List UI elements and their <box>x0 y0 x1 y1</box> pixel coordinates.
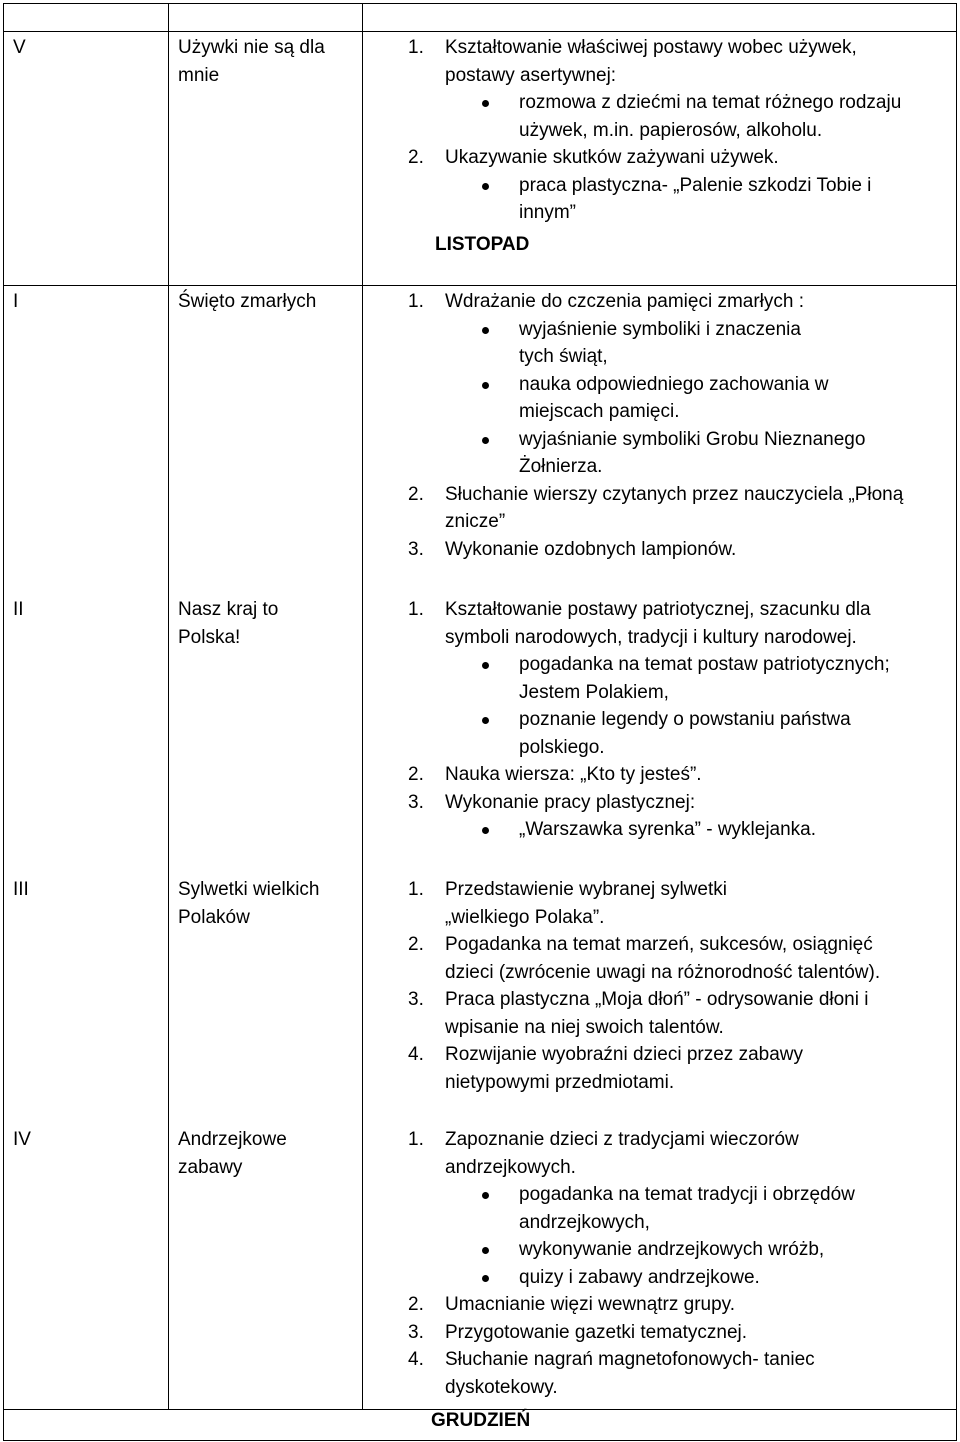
list-item-text: pogadanka na temat tradycji i obrzędów <box>519 1184 855 1205</box>
list-marker: 1. <box>408 291 424 312</box>
topic-line: Nasz kraj to <box>178 599 279 620</box>
row-number: II <box>13 599 24 620</box>
row-number: IV <box>13 1129 31 1150</box>
list-item-text: Pogadanka na temat marzeń, sukcesów, osiągnięć <box>445 934 873 955</box>
topic-line: mnie <box>178 64 220 86</box>
list-item-text: Wdrażanie do czczenia pamięci zmarłych : <box>445 291 805 312</box>
table-border-top <box>3 3 957 4</box>
list-item-text: Przedstawienie wybranej sylwetki <box>445 879 727 900</box>
bullet-icon <box>482 662 489 669</box>
list-item-text: miejscach pamięci. <box>519 401 680 422</box>
list-item-text: Żołnierza. <box>519 456 603 477</box>
list-item-text: andrzejkowych, <box>519 1211 650 1233</box>
column-divider-1 <box>168 3 169 1409</box>
list-marker: 2. <box>408 483 424 505</box>
list-item-text: wyjaśnianie symboliki Grobu Nieznanego <box>519 428 866 450</box>
topic-line: Polska! <box>178 626 241 648</box>
list-marker: 3. <box>408 791 424 813</box>
list-item-text: poznanie legendy o powstaniu państwa <box>519 709 851 730</box>
row-divider-listopad <box>3 285 957 286</box>
table-border-right <box>956 3 957 1441</box>
row-divider-top <box>3 31 957 32</box>
bullet-icon <box>482 1275 489 1282</box>
list-item-text: Praca plastyczna „Moja dłoń” - odrysowanie dłoni i <box>445 989 869 1010</box>
list-marker: 3. <box>408 989 424 1010</box>
list-item-text: Umacnianie więzi wewnątrz grupy. <box>445 1294 736 1315</box>
bullet-icon <box>482 382 489 389</box>
bullet-icon <box>482 183 489 190</box>
row-number: I <box>13 291 19 312</box>
list-item-text: dyskotekowy. <box>445 1376 558 1398</box>
list-marker: 4. <box>408 1044 424 1065</box>
list-item-text: wykonywanie andrzejkowych wróżb, <box>519 1239 825 1260</box>
topic-line: Sylwetki wielkich <box>178 879 320 900</box>
list-item-text: nauka odpowiedniego zachowania w <box>519 373 829 395</box>
topic-line: Święto zmarłych <box>178 291 317 312</box>
list-item-text: znicze” <box>445 511 506 532</box>
month-heading: GRUDZIEŃ <box>431 1410 531 1431</box>
list-marker: 2. <box>408 934 424 955</box>
list-marker: 2. <box>408 1294 424 1315</box>
list-item-text: Ukazywanie skutków zażywani używek. <box>445 147 779 168</box>
row-number: III <box>13 879 29 900</box>
month-heading: LISTOPAD <box>435 234 530 255</box>
list-item-text: postawy asertywnej: <box>445 64 617 86</box>
list-item-text: Kształtowanie właściwej postawy wobec używek, <box>445 37 857 58</box>
list-item-text: polskiego. <box>519 736 605 758</box>
list-item-text: pogadanka na temat postaw patriotycznych; <box>519 654 890 675</box>
list-marker: 2. <box>408 147 424 168</box>
list-marker: 4. <box>408 1349 424 1370</box>
topic-line: Używki nie są dla <box>178 37 325 58</box>
list-item-text: praca plastyczna- „Palenie szkodzi Tobie i <box>519 174 872 196</box>
row-number: V <box>13 37 26 58</box>
list-item-text: „Warszawka syrenka” - wyklejanka. <box>519 819 817 840</box>
table-border-bottom <box>3 1440 957 1441</box>
list-item-text: nietypowymi przedmiotami. <box>445 1071 675 1093</box>
topic-line: zabawy <box>178 1156 243 1178</box>
list-item-text: Jestem Polakiem, <box>519 681 669 703</box>
list-item-text: Zapoznanie dzieci z tradycjami wieczorów <box>445 1129 799 1150</box>
list-item-text: Wykonanie pracy plastycznej: <box>445 791 696 813</box>
list-item-text: Słuchanie wierszy czytanych przez nauczyciela „Płoną <box>445 483 904 505</box>
list-item-text: rozmowa z dziećmi na temat różnego rodzaju <box>519 92 902 113</box>
list-marker: 1. <box>408 37 424 58</box>
table-border-left <box>3 3 4 1441</box>
bullet-icon <box>482 1247 489 1254</box>
column-divider-2 <box>362 3 363 1409</box>
list-item-text: Nauka wiersza: „Kto ty jesteś”. <box>445 764 702 785</box>
topic-line: Andrzejkowe <box>178 1129 287 1150</box>
list-item-text: andrzejkowych. <box>445 1156 576 1178</box>
list-item-text: Słuchanie nagrań magnetofonowych- taniec <box>445 1349 815 1370</box>
bullet-icon <box>482 827 489 834</box>
list-item-text: dzieci (zwrócenie uwagi na różnorodność talentów). <box>445 961 881 983</box>
list-marker: 1. <box>408 1129 424 1150</box>
list-item-text: quizy i zabawy andrzejkowe. <box>519 1266 760 1288</box>
list-item-text: Rozwijanie wyobraźni dzieci przez zabawy <box>445 1044 803 1065</box>
list-item-text: Przygotowanie gazetki tematycznej. <box>445 1321 748 1343</box>
list-item-text: używek, m.in. papierosów, alkoholu. <box>519 119 823 141</box>
list-item-text: Kształtowanie postawy patriotycznej, szacunku dla <box>445 599 871 620</box>
list-item-text: „wielkiego Polaka”. <box>445 906 605 928</box>
bullet-icon <box>482 100 489 107</box>
list-item-text: innym” <box>519 202 577 223</box>
list-item-text: tych świąt, <box>519 346 608 367</box>
bullet-icon <box>482 437 489 444</box>
list-marker: 1. <box>408 599 424 620</box>
list-marker: 1. <box>408 879 424 900</box>
list-item-text: wpisanie na niej swoich talentów. <box>445 1016 724 1038</box>
list-item-text: symboli narodowych, tradycji i kultury narodowej. <box>445 626 857 648</box>
list-marker: 2. <box>408 764 424 785</box>
topic-line: Polaków <box>178 906 250 928</box>
list-item-text: wyjaśnienie symboliki i znaczenia <box>519 318 801 340</box>
list-marker: 3. <box>408 1321 424 1343</box>
bullet-icon <box>482 717 489 724</box>
list-marker: 3. <box>408 538 424 560</box>
bullet-icon <box>482 327 489 334</box>
list-item-text: Wykonanie ozdobnych lampionów. <box>445 538 737 560</box>
bullet-icon <box>482 1192 489 1199</box>
